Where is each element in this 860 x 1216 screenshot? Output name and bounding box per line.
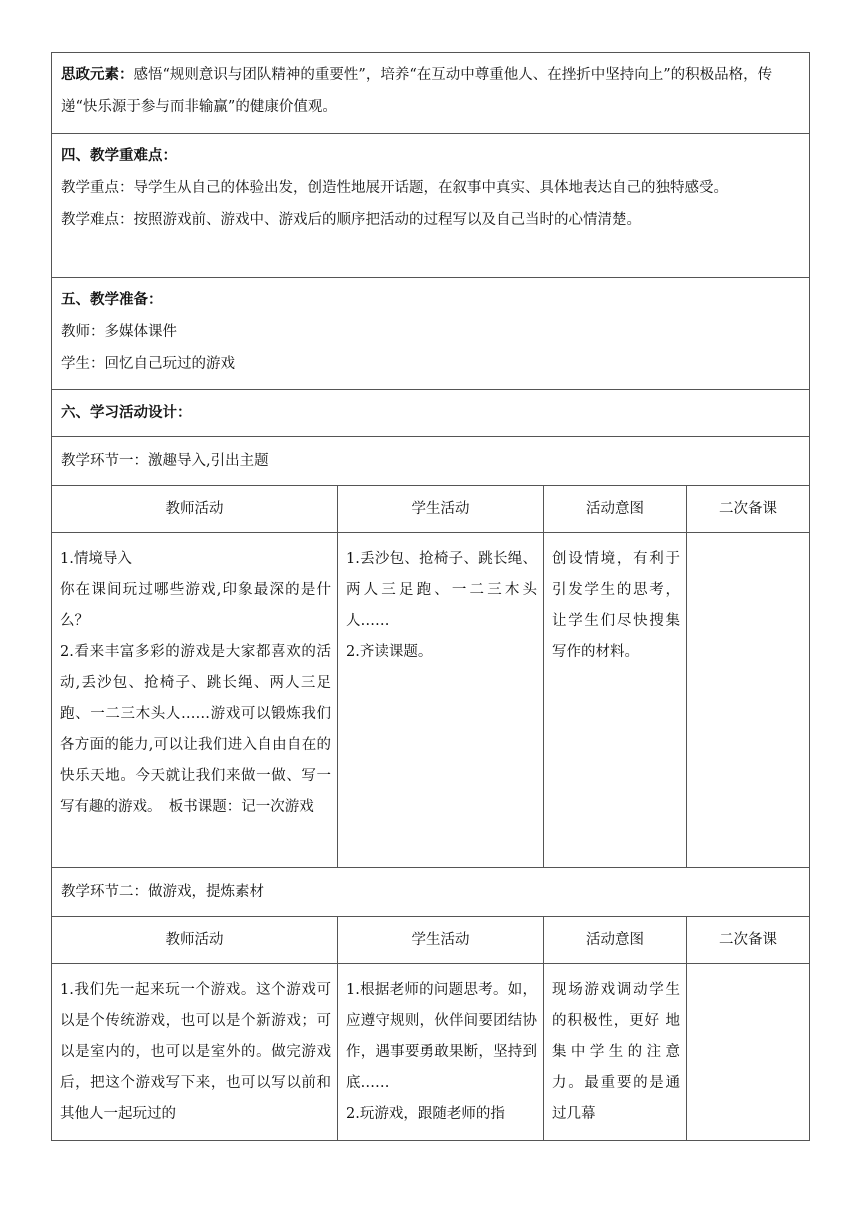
section4-key-point: 教学重点：导学生从自己的体验出发，创造性地展开话题，在叙事中真实、具体地表达自己的独特感受。 bbox=[61, 180, 728, 196]
column-header-notes: 二次备课 bbox=[687, 917, 810, 964]
stage2-teacher-line: 1.我们先一起来玩一个游戏。这个游戏可以是个传统游戏，也可以是个新游戏；可以是室内的，也可以是室外的。做完游戏后，把这个游戏写下来，也可以写以前和其他人一起玩过的 bbox=[60, 982, 331, 1122]
civic-row bbox=[52, 53, 810, 134]
stage2-teacher-cell bbox=[52, 964, 338, 1141]
column-header-intent: 活动意图 bbox=[544, 486, 687, 533]
section5-title: 五、教学准备： bbox=[61, 291, 163, 308]
column-header-notes: 二次备课 bbox=[687, 486, 810, 533]
stage1-header-row bbox=[52, 486, 810, 533]
section4-row bbox=[52, 134, 810, 278]
stage1-intent-cell bbox=[544, 533, 687, 868]
stage2-title-row bbox=[52, 868, 810, 917]
section5-row bbox=[52, 278, 810, 390]
column-header-intent: 活动意图 bbox=[544, 917, 687, 964]
stage2-content-row bbox=[52, 964, 810, 1141]
stage2-student-line: 1.根据老师的问题思考。如，应遵守规则，伙伴间要团结协作，遇事要勇敢果断，坚持到底…… bbox=[346, 982, 537, 1091]
stage1-student-line: 2.齐读课题。 bbox=[346, 644, 433, 660]
stage1-intent-text: 创设情境，有利于引发学生的思考，让学生们尽快搜集写作的材料。 bbox=[552, 551, 680, 660]
stage1-notes-cell bbox=[687, 533, 810, 868]
section4-title: 四、教学重难点： bbox=[61, 147, 177, 164]
column-header-student: 学生活动 bbox=[338, 917, 544, 964]
stage1-title: 教学环节一：激趣导入,引出主题 bbox=[52, 437, 810, 486]
stage2-student-cell bbox=[338, 964, 544, 1141]
stage2-title: 教学环节二：做游戏，提炼素材 bbox=[52, 868, 810, 917]
column-header-teacher: 教师活动 bbox=[52, 486, 338, 533]
stage2-student-line: 2.玩游戏，跟随老师的指 bbox=[346, 1106, 505, 1122]
stage2-intent-text: 现场游戏调动学生的积极性，更好 地集中学生的注意力。最重要的是通过几幕 bbox=[552, 982, 680, 1122]
stage1-student-line: 1.丢沙包、抢椅子、跳长绳、两人三足跑、一二三木头人…… bbox=[346, 551, 537, 629]
civic-label: 思政元素： bbox=[61, 66, 134, 83]
stage1-student-cell bbox=[338, 533, 544, 868]
stage1-title-row bbox=[52, 437, 810, 486]
section4-difficulty: 教学难点：按照游戏前、游戏中、游戏后的顺序把活动的过程写以及自己当时的心情清楚。 bbox=[61, 212, 641, 228]
stage1-teacher-cell bbox=[52, 533, 338, 868]
stage1-teacher-line: 1.情境导入 bbox=[60, 551, 132, 567]
stage1-teacher-line: 2.看来丰富多彩的游戏是大家都喜欢的活动,丢沙包、抢椅子、跳长绳、两人三足跑、一二三木头人……游戏可以锻炼我们各方面的能力,可以让我们进入自由自在的快乐天地。今天就让我们来做一做、写一写有趣的游戏。 板书课题：记一次游戏 bbox=[60, 644, 331, 815]
section5-teacher: 教师：多媒体课件 bbox=[61, 324, 177, 340]
section5-student: 学生：回忆自己玩过的游戏 bbox=[61, 356, 235, 372]
column-header-student: 学生活动 bbox=[338, 486, 544, 533]
column-header-teacher: 教师活动 bbox=[52, 917, 338, 964]
stage2-header-row bbox=[52, 917, 810, 964]
stage1-content-row bbox=[52, 533, 810, 868]
stage1-teacher-line: 你在课间玩过哪些游戏,印象最深的是什么？ bbox=[60, 582, 331, 629]
section6-title: 六、学习活动设计： bbox=[52, 390, 810, 437]
stage2-notes-cell bbox=[687, 964, 810, 1141]
civic-text: 感悟“规则意识与团队精神的重要性”，培养“在互动中尊重他人、在挫折中坚持向上”的积极品格，传递“快乐源于参与而非输赢”的健康价值观。 bbox=[61, 67, 773, 115]
lesson-plan-table bbox=[51, 52, 810, 1141]
stage2-intent-cell bbox=[544, 964, 687, 1141]
section6-row bbox=[52, 390, 810, 437]
